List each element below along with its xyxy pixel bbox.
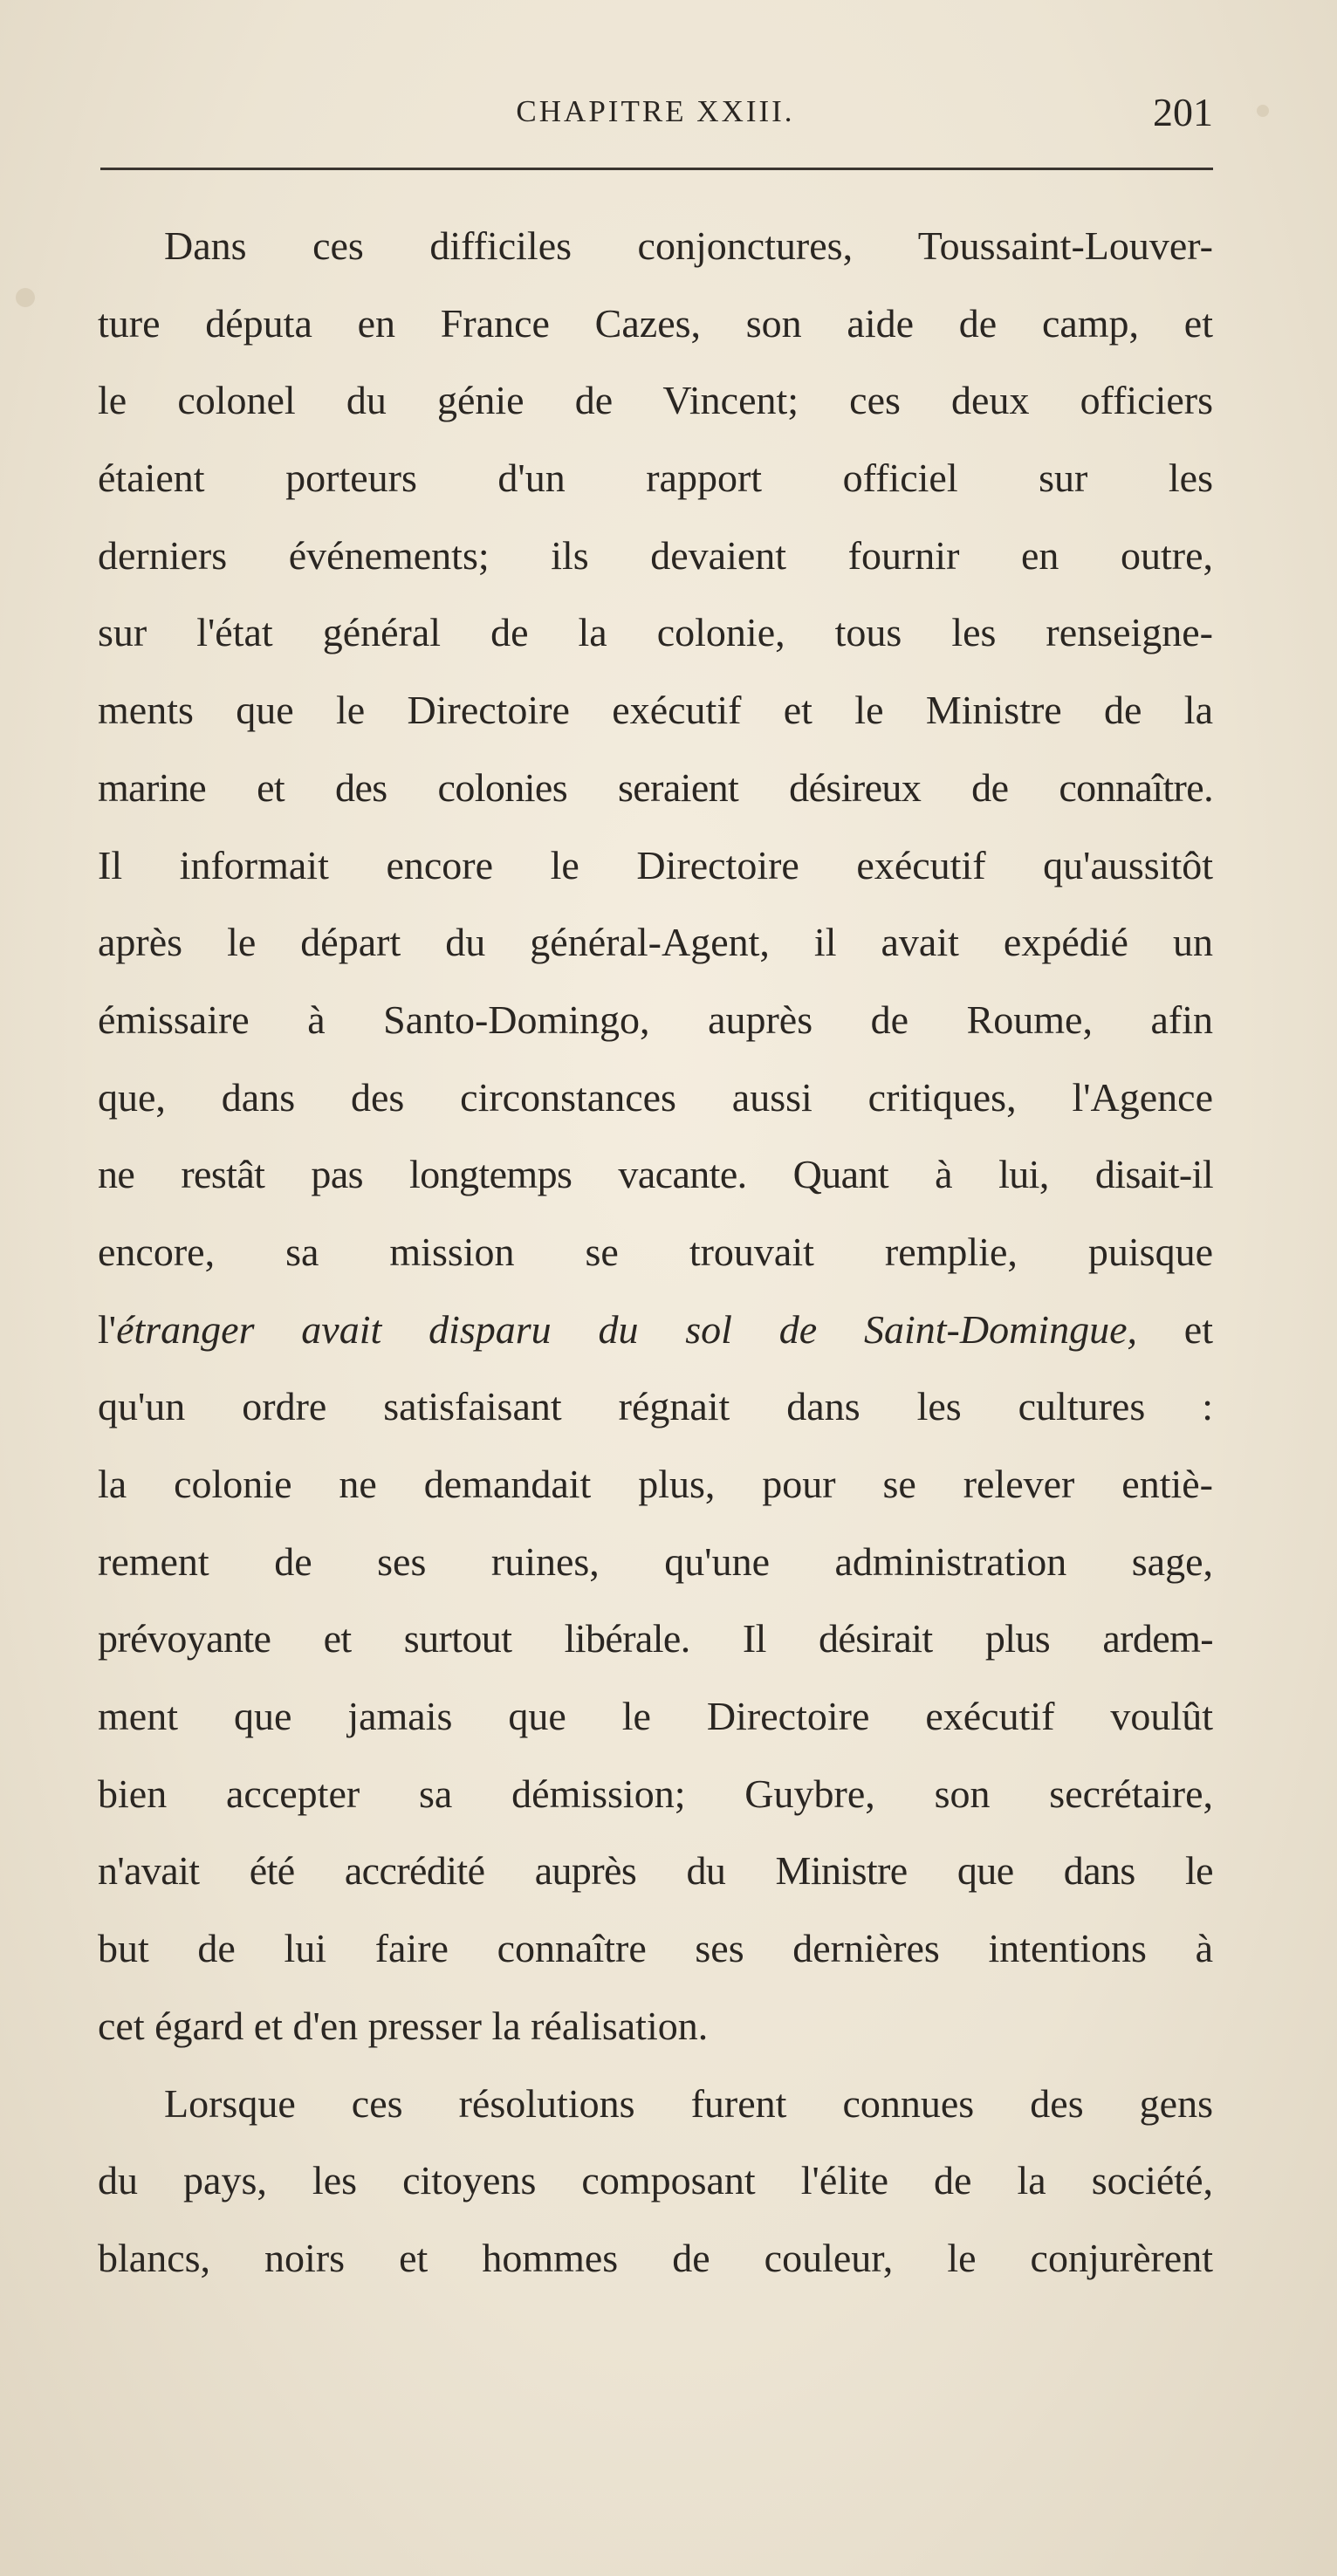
text-line: ture députa en France Cazes, son aide de camp, et — [98, 300, 1213, 346]
text-line: ment que jamais que le Directoire exécutif voulût — [98, 1694, 1213, 1739]
text-line: Lorsque ces résolutions furent connues des gens — [164, 2080, 1213, 2126]
text-line: le colonel du génie de Vincent; ces deux officiers — [98, 378, 1213, 423]
paper-stain — [1257, 105, 1269, 117]
text-line: étaient porteurs d'un rapport officiel sur les — [98, 456, 1213, 501]
text-line: du pays, les citoyens composant l'élite de la société, — [98, 2158, 1213, 2203]
text-line: ne restât pas longtemps vacante. Quant à lui, disait-il — [98, 1152, 1213, 1197]
text-line: Il informait encore le Directoire exécutif qu'aussitôt — [98, 842, 1213, 887]
page-number: 201 — [1153, 90, 1213, 134]
body-text — [98, 208, 1213, 2298]
text-line: prévoyante et surtout libérale. Il désirait plus ardem- — [98, 1616, 1213, 1661]
paper-stain — [16, 288, 35, 307]
italic-quote: étranger avait disparu du sol de Saint-Domingue, — [116, 1306, 1137, 1352]
text-line: qu'un ordre satisfaisant régnait dans les cultures : — [98, 1384, 1213, 1429]
text-line: derniers événements; ils devaient fournir en outre, — [98, 532, 1213, 578]
text-line: marine et des colonies seraient désireux de connaître. — [98, 764, 1213, 810]
text-line: émissaire à Santo-Domingo, auprès de Roume, afin — [98, 997, 1213, 1042]
text-line: l'étranger avait disparu du sol de Saint-Domingue, et — [98, 1306, 1214, 1352]
page-header — [98, 89, 1213, 150]
text-line: bien accepter sa démission; Guybre, son secrétaire, — [98, 1771, 1213, 1816]
text-line: Dans ces difficiles conjonctures, Toussaint-Louver- — [164, 223, 1213, 268]
header-rule — [100, 168, 1213, 170]
text-line: après le départ du général-Agent, il avait expédié un — [98, 920, 1213, 965]
text-line: but de lui faire connaître ses dernières intentions à — [98, 1926, 1213, 1971]
text-line: que, dans des circonstances aussi critiques, l'Agence — [98, 1074, 1213, 1120]
text-line: encore, sa mission se trouvait remplie, puisque — [98, 1229, 1213, 1274]
text-line: blancs, noirs et hommes de couleur, le conjurèrent — [98, 2235, 1213, 2280]
running-title: CHAPITRE XXIII. — [516, 94, 795, 128]
text-line: sur l'état général de la colonie, tous les renseigne- — [98, 610, 1213, 655]
text-line: la colonie ne demandait plus, pour se relever entiè- — [98, 1462, 1213, 1506]
text-line: rement de ses ruines, qu'une administration sage, — [98, 1538, 1213, 1584]
text-line: ments que le Directoire exécutif et le Ministre de la — [98, 688, 1213, 733]
text-line: n'avait été accrédité auprès du Ministre que dans le — [98, 1848, 1213, 1894]
text-line: cet égard et d'en presser la réalisation. — [98, 2003, 709, 2048]
